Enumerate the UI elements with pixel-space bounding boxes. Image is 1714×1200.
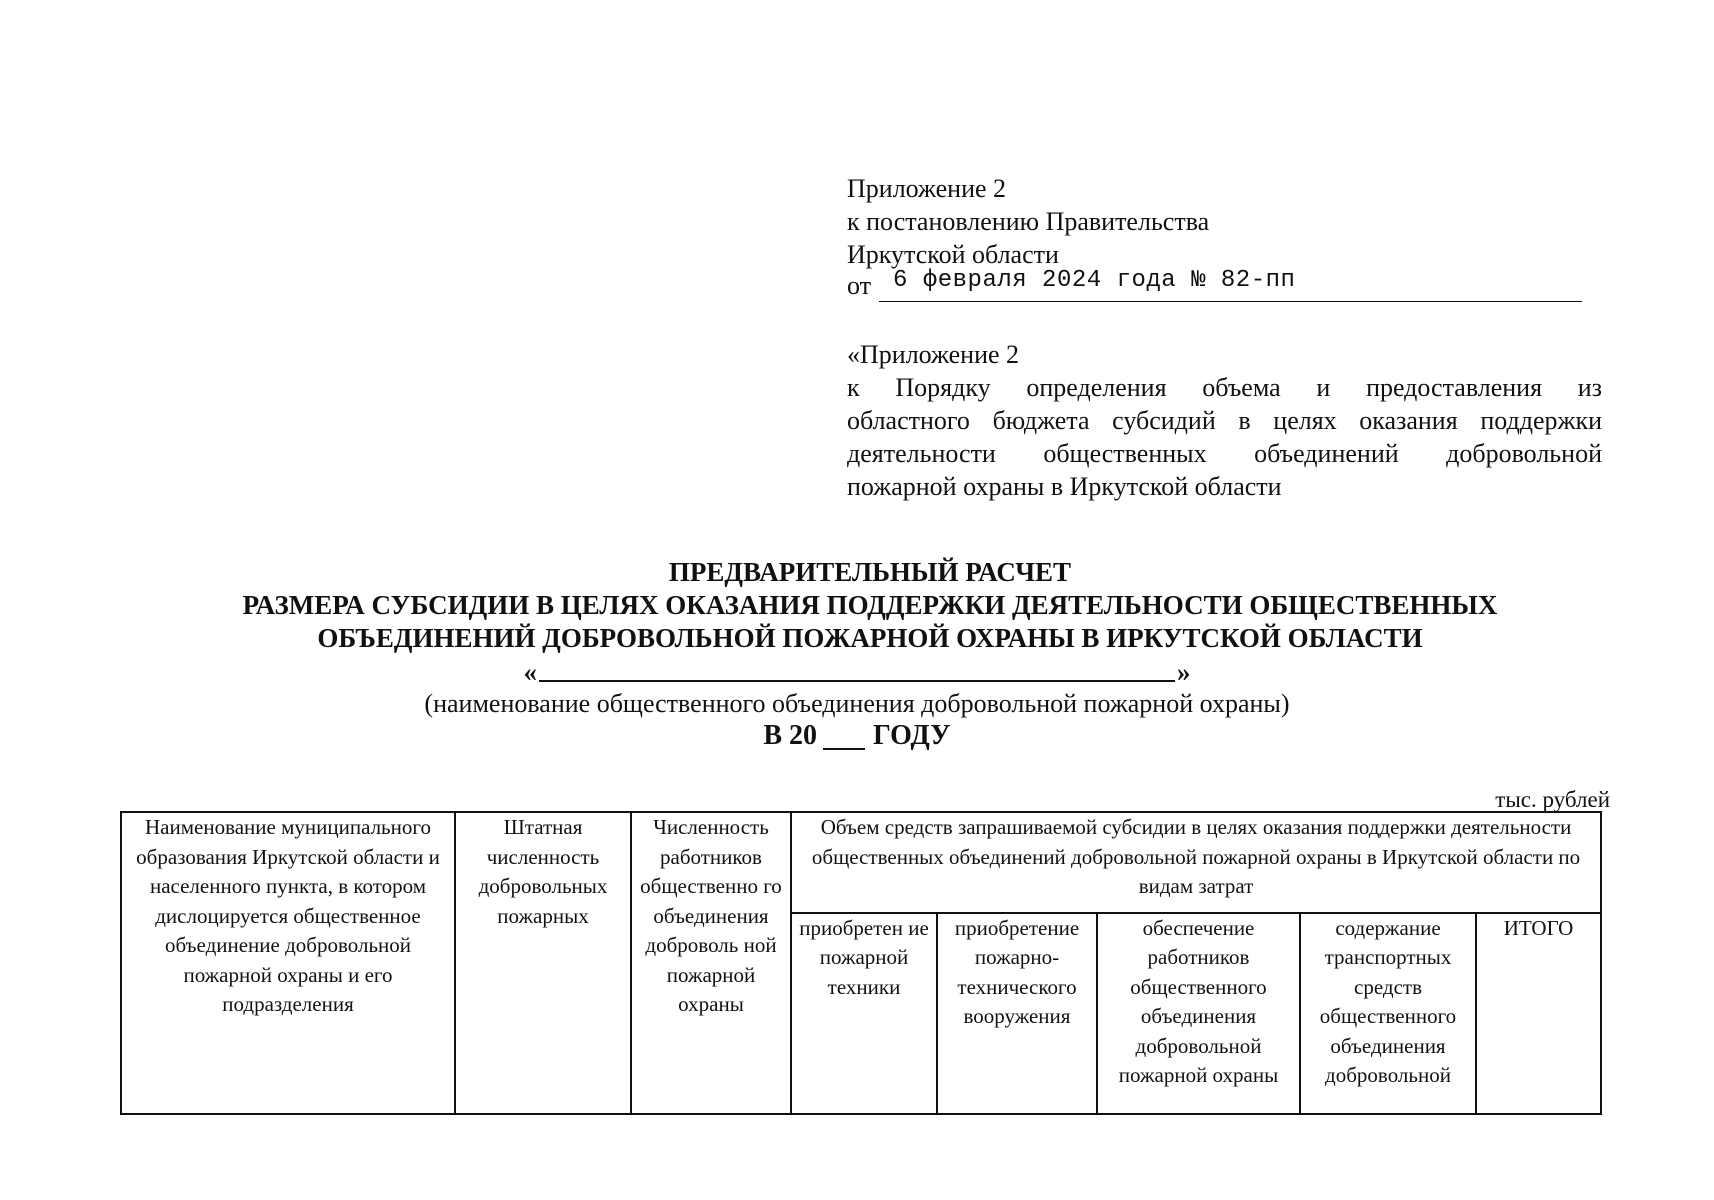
document-heading-line-1: ПРЕДВАРИТЕЛЬНЫЙ РАСЧЕТ [668, 557, 1072, 587]
year-prefix: В 20 [763, 720, 818, 751]
quote-open: « [523, 657, 537, 687]
header-cell-vehicle-maintenance: содержание транспортных средств общественного объединения добровольной [1300, 913, 1476, 1114]
header-cell-total: ИТОГО [1476, 913, 1601, 1114]
year-line [0, 718, 1714, 754]
table-header-row [121, 812, 1601, 913]
header-cell-fire-equipment: приобретен ие пожарной техники [791, 913, 937, 1114]
header-cell-subsidy-volume: Объем средств запрашиваемой субсидии в целях оказания поддержки деятельности общественных объединений добровольной пожарной охраны в Иркутской области по видам затрат [791, 812, 1601, 913]
quote-close: » [1177, 657, 1191, 687]
order-reference-line: деятельности общественных объединений добровольной [847, 439, 1602, 468]
order-reference-title: «Приложение 2 [847, 340, 1020, 369]
organization-name-caption: (наименование общественного объединения добровольной пожарной охраны) [424, 689, 1290, 718]
header-cell-fire-technical-armament: приобретение пожарно-технического вооружения [937, 913, 1097, 1114]
order-reference-block [847, 338, 1602, 503]
attachment-date-row [847, 269, 1582, 302]
attachment-block [847, 172, 1602, 302]
attachment-title: Приложение 2 [847, 174, 1007, 203]
organization-name-blank [539, 656, 1175, 682]
attachment-resolution: к постановлению Правительства [847, 207, 1210, 236]
header-cell-municipality: Наименование муниципального образования Иркутской области и населенного пункта, в котором дислоцируется общественное объединение добровольной пожарной охраны и его подразделения [121, 812, 455, 1114]
attachment-date-value: 6 февраля 2024 года № 82-пп [893, 267, 1296, 294]
year-suffix: ГОДУ [873, 720, 951, 751]
header-cell-staff: Штатная численность добровольных пожарных [455, 812, 631, 1114]
unit-label: тыс. рублей [1495, 787, 1610, 812]
header-cell-employee-provision: обеспечение работников общественного объединения добровольной пожарной охраны [1097, 913, 1300, 1114]
attachment-region: Иркутской области [847, 240, 1059, 269]
header-cell-employee-count: Численность работников общественно го объединения доброволь ной пожарной охраны [631, 812, 791, 1114]
order-reference-line: областного бюджета субсидий в целях оказания поддержки [847, 406, 1602, 435]
order-reference-line: к Порядку определения объема и предоставления из [847, 373, 1602, 402]
document-heading-line-3: ОБЪЕДИНЕНИЙ ДОБРОВОЛЬНОЙ ПОЖАРНОЙ ОХРАНЫ В ИРКУТСКОЙ ОБЛАСТИ [317, 623, 1423, 653]
document-heading-line-2: РАЗМЕРА СУБСИДИИ В ЦЕЛЯХ ОКАЗАНИЯ ПОДДЕРЖКИ ДЕЯТЕЛЬНОСТИ ОБЩЕСТВЕННЫХ [242, 590, 1498, 620]
subsidy-calculation-table [120, 811, 1602, 1115]
year-blank [823, 724, 865, 750]
attachment-date-label: от [847, 271, 872, 300]
order-reference-line: пожарной охраны в Иркутской области [847, 472, 1282, 501]
attachment-date-field [879, 267, 1582, 302]
organization-name-field [0, 656, 1714, 688]
